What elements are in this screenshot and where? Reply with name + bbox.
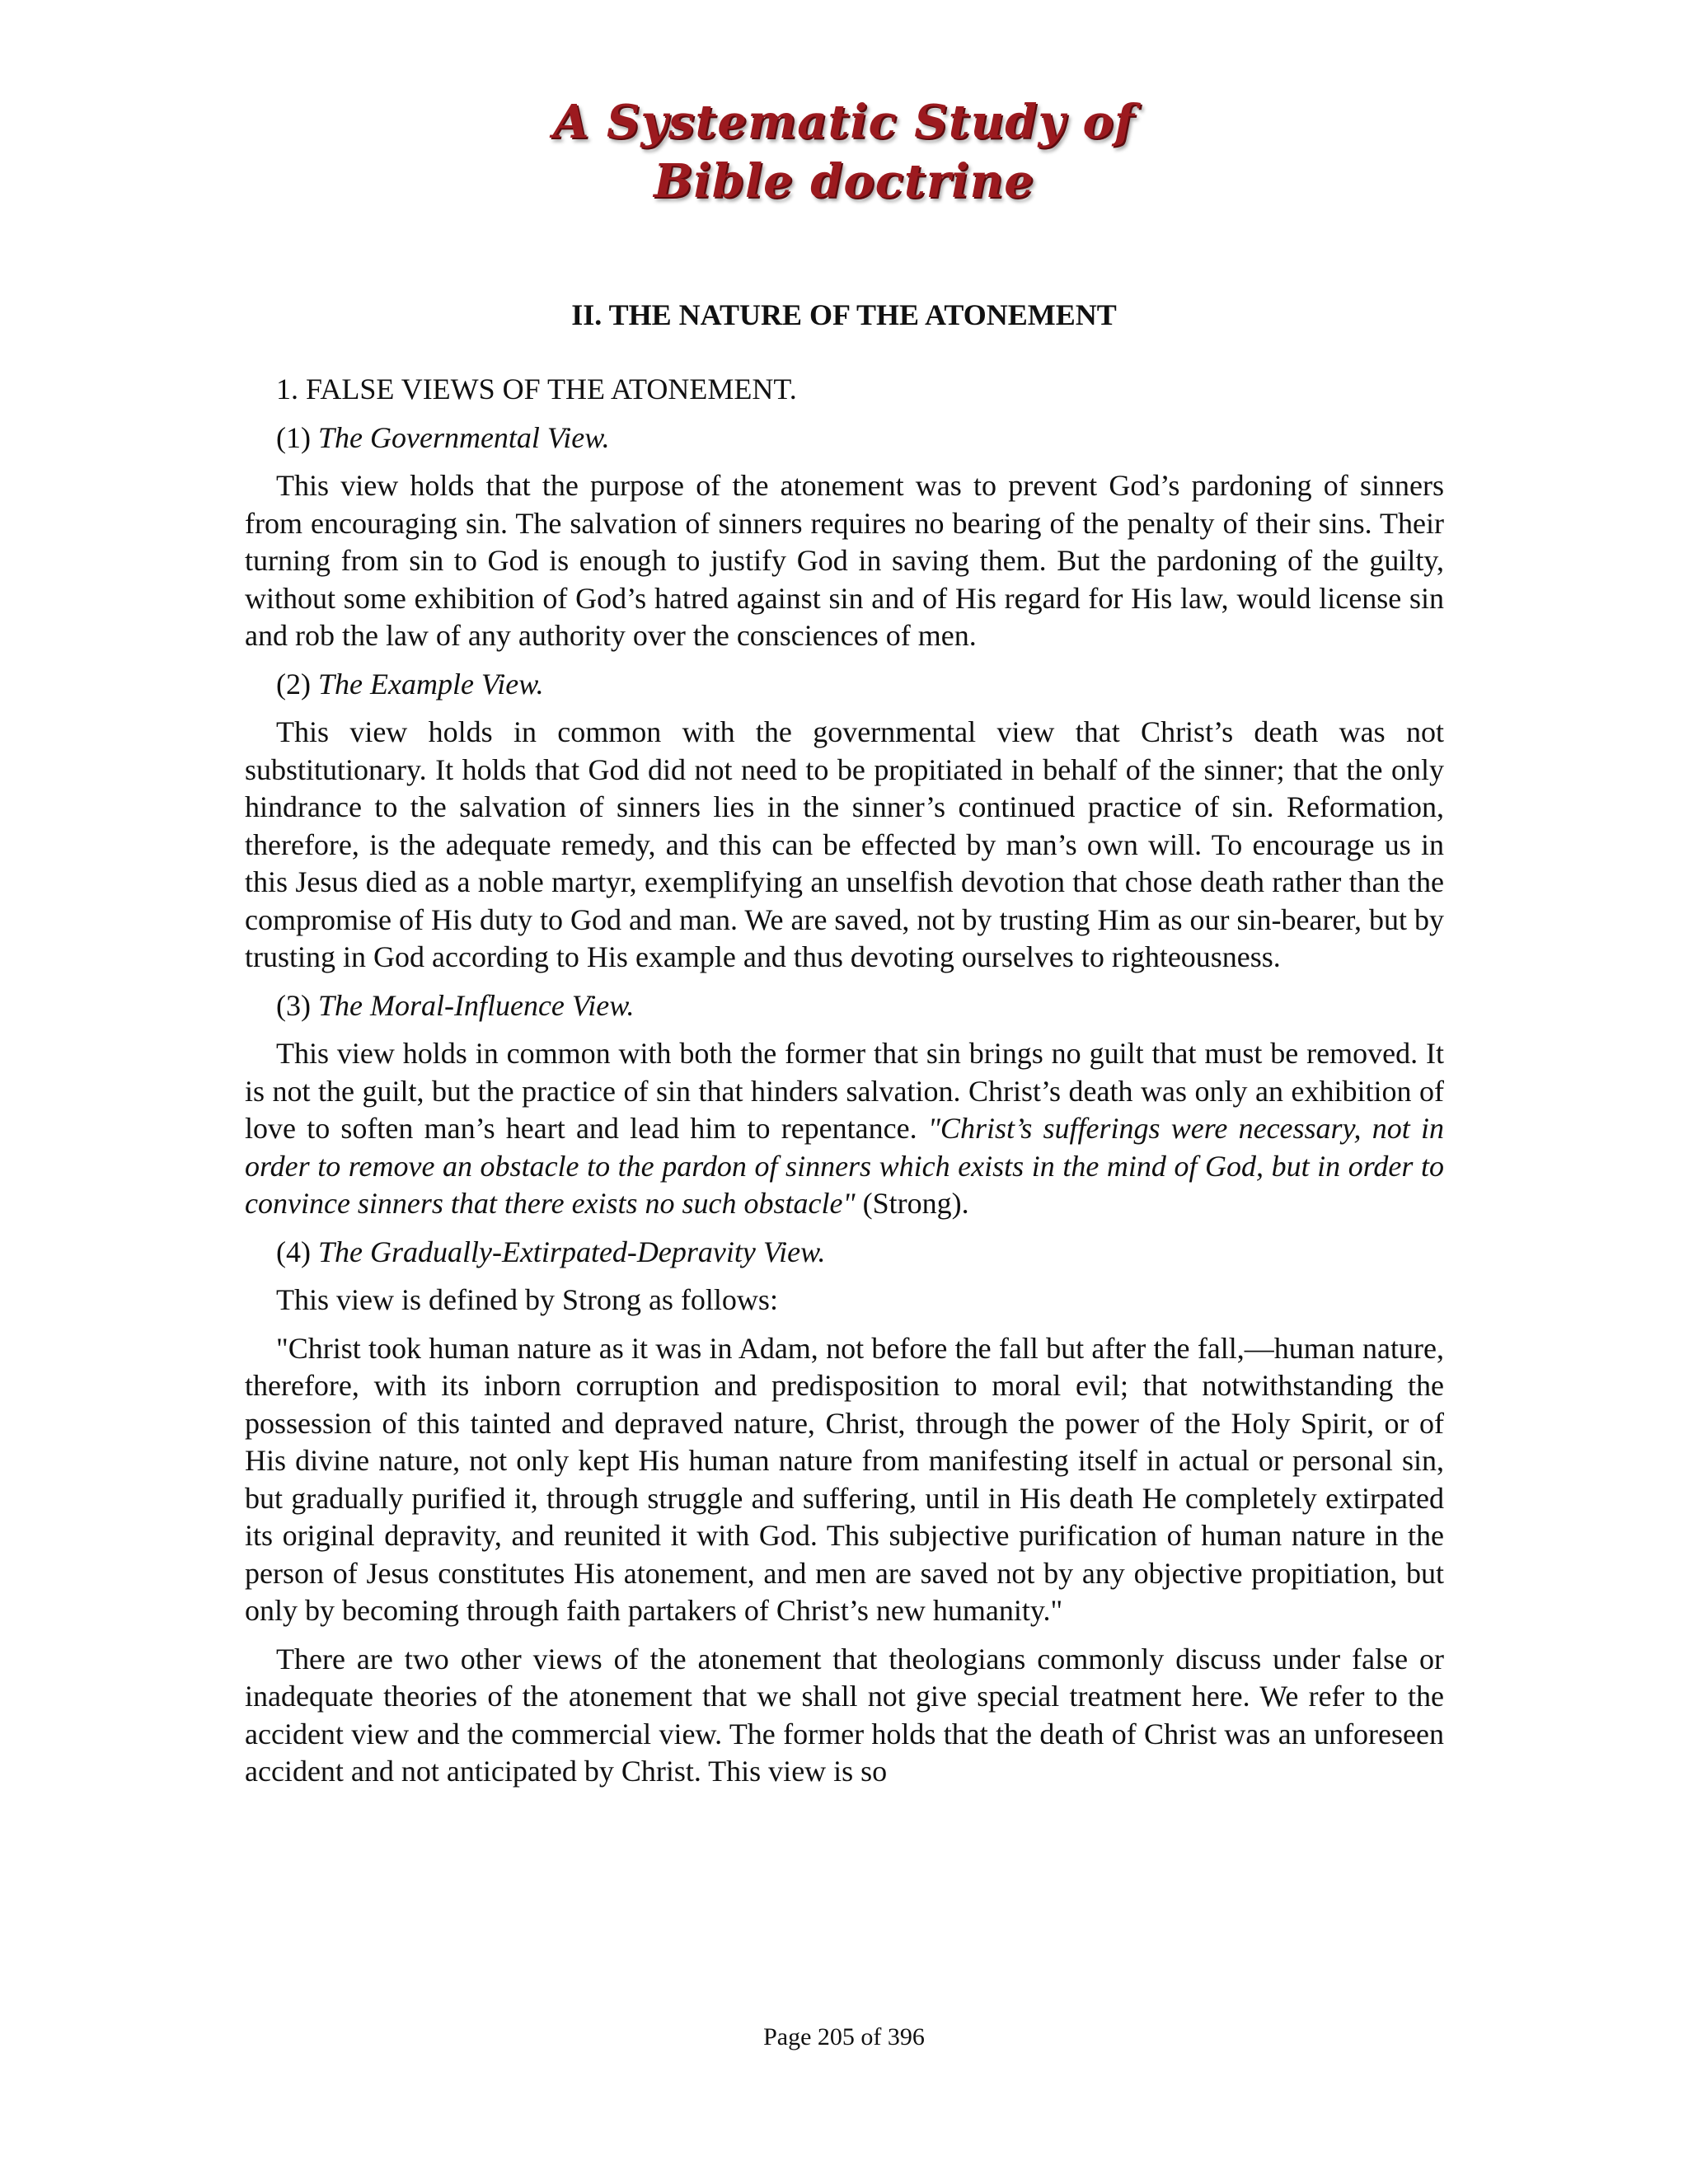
strong-quote: "Christ’s sufferings were necessary, not in order to remove an obstacle to the pardon of sinners which exists in the mind of God, but in order to convince sinners that there exists no such obstacle"	[245, 1112, 1444, 1220]
view-4-intro: This view is defined by Strong as follows:	[276, 1283, 778, 1316]
document-body	[245, 371, 1444, 1802]
view-4-block-quote: "Christ took human nature as it was in Adam, not before the fall but after the fall,—human nature, therefore, with its inborn corruption and predisposition to moral evil; that notwithstanding the possession of this tainted and depraved nature, Christ, through the power of the Holy Spirit, or of His divine nature, not only kept His human nature from manifesting itself in actual or personal sin, but gradually purified it, through struggle and suffering, until in His death He completely extirpated its original depravity, and reunited it with God. This subjective purification of human nature in the person of Jesus constitutes His atonement, and men are saved not by any objective propitiation, but only by becoming through faith partakers of Christ’s new humanity."	[245, 1331, 1444, 1627]
chapter-heading: II. THE NATURE OF THE ATONEMENT	[571, 298, 1117, 331]
view-4-title: The Gradually-Extirpated-Depravity View.	[317, 1235, 826, 1268]
banner-line-2: Bible doctrine	[654, 154, 1034, 209]
view-1-label: (1) The Governmental View.	[276, 420, 610, 454]
view-2-title: The Example View.	[317, 667, 544, 701]
page-number-footer: Page 205 of 396	[763, 2023, 925, 2050]
closing-paragraph: There are two other views of the atonement that theologians commonly discuss under false or inadequate theories of the atonement that we shall not give special treatment here. We refer to the accident view and the commercial view. The former holds that the death of Christ was an unforeseen accident and not anticipated by Christ. This view is so	[245, 1642, 1444, 1788]
section-title: 1. FALSE VIEWS OF THE ATONEMENT.	[276, 373, 797, 405]
view-2-paragraph: This view holds in common with the governmental view that Christ’s death was not substitutionary. It holds that God did not need to be propitiated in behalf of the sinner; that the only hindrance to the salvation of sinners lies in the sinner’s continued practice of sin. Reformation, therefore, is the adequate remedy, and this can be effected by man’s own will. To encourage us in this Jesus died as a noble martyr, exemplifying an unselfish devotion that chose death rather than the compromise of His duty to God and man. We are saved, not by trusting Him as our sin-bearer, but by trusting in God according to His example and thus devoting ourselves to righteousness.	[245, 715, 1444, 973]
banner-line-1: A Systematic Study of	[553, 95, 1135, 149]
title-banner-logo	[528, 92, 1160, 216]
view-3-paragraph: This view holds in common with both the former that sin brings no guilt that must be removed. It is not the guilt, but the practice of sin that hinders salvation. Christ’s death was only an exhibition of love to soften man’s heart and lead him to repentance. "Christ’s sufferings were necessary, not in order to remove an obstacle to the pardon of sinners which exists in the mind of God, but in order to convince sinners that there exists no such obstacle" (Strong).	[245, 1037, 1444, 1220]
view-2-label: (2) The Example View.	[276, 667, 544, 701]
view-3-title: The Moral-Influence View.	[317, 988, 635, 1022]
view-1-paragraph: This view holds that the purpose of the atonement was to prevent God’s pardoning of sinners from encouraging sin. The salvation of sinners requires no bearing of the penalty of their sins. Their turning from sin to God is enough to justify God in saving them. But the pardoning of the guilty, without some exhibition of God’s hatred against sin and of His regard for His law, would license sin and rob the law of any authority over the consciences of men.	[245, 469, 1444, 652]
view-4-label: (4) The Gradually-Extirpated-Depravity View.	[276, 1235, 826, 1268]
view-3-label: (3) The Moral-Influence View.	[276, 988, 635, 1022]
view-1-title: The Governmental View.	[317, 420, 610, 454]
